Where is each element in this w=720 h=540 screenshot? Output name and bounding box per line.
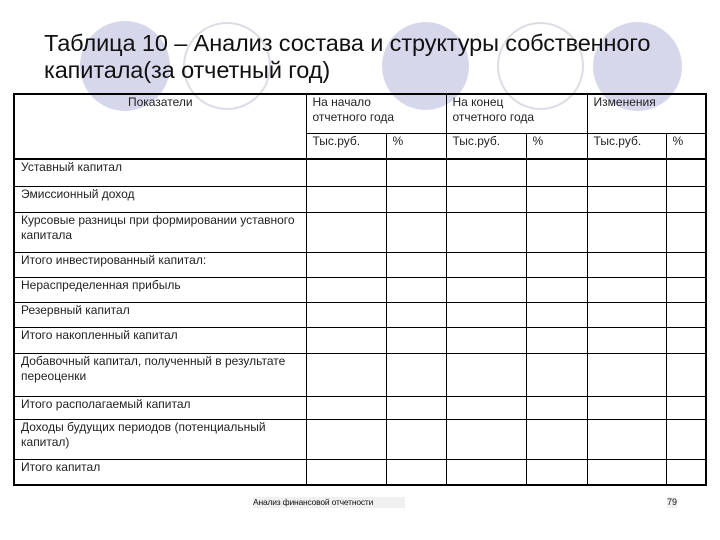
cell [386, 277, 446, 302]
cell [526, 302, 587, 327]
cell [666, 419, 706, 459]
cell [666, 396, 706, 419]
row-label: Нераспределенная прибыль [14, 277, 306, 302]
cell [587, 186, 666, 212]
table-row [14, 327, 706, 353]
row-label: Эмиссионный доход [14, 186, 306, 212]
header-row [14, 94, 706, 134]
row-label: Итого капитал [14, 459, 306, 485]
page-number: 79 [667, 497, 678, 507]
cell [666, 327, 706, 353]
cell [386, 186, 446, 212]
cell [306, 212, 386, 252]
cell [386, 212, 446, 252]
row-label: Уставный капитал [14, 159, 306, 186]
header-indicators: Показатели [14, 94, 306, 159]
header-start-of-year: На начало отчетного года [306, 94, 446, 134]
cell [446, 419, 526, 459]
table-row [14, 419, 706, 459]
subheader-thousand-rub: Тыс.руб. [446, 134, 526, 160]
cell [587, 252, 666, 277]
cell [446, 252, 526, 277]
cell [446, 459, 526, 485]
footer-source: Анализ финансовой отчетности [253, 497, 405, 508]
table-row [14, 459, 706, 485]
cell [446, 159, 526, 186]
cell [386, 459, 446, 485]
header-end-of-year: На конец отчетного года [446, 94, 587, 134]
cell [386, 419, 446, 459]
cell [666, 353, 706, 396]
cell [386, 353, 446, 396]
cell [526, 419, 587, 459]
cell [306, 277, 386, 302]
cell [306, 302, 386, 327]
row-label: Курсовые разницы при формировании уставного капитала [14, 212, 306, 252]
cell [526, 212, 587, 252]
table-row [14, 252, 706, 277]
subheader-percent: % [666, 134, 706, 160]
cell [526, 327, 587, 353]
table-row [14, 186, 706, 212]
table-row [14, 277, 706, 302]
cell [526, 186, 587, 212]
row-label: Резервный капитал [14, 302, 306, 327]
cell [666, 302, 706, 327]
cell [526, 396, 587, 419]
cell [446, 327, 526, 353]
cell [446, 396, 526, 419]
cell [306, 419, 386, 459]
table-row [14, 159, 706, 186]
cell [666, 212, 706, 252]
table-row [14, 396, 706, 419]
cell [526, 277, 587, 302]
capital-structure-table [13, 93, 707, 486]
subheader-thousand-rub: Тыс.руб. [587, 134, 666, 160]
cell [446, 186, 526, 212]
cell [386, 159, 446, 186]
cell [666, 252, 706, 277]
cell [666, 186, 706, 212]
cell [386, 327, 446, 353]
cell [587, 302, 666, 327]
cell [526, 252, 587, 277]
row-label: Итого накопленный капитал [14, 327, 306, 353]
table-row [14, 353, 706, 396]
row-label: Итого располагаемый капитал [14, 396, 306, 419]
cell [526, 159, 587, 186]
cell [587, 327, 666, 353]
cell [446, 277, 526, 302]
header-changes: Изменения [587, 94, 706, 134]
cell [306, 459, 386, 485]
cell [666, 277, 706, 302]
table-row [14, 212, 706, 252]
table-row [14, 302, 706, 327]
cell [587, 212, 666, 252]
cell [587, 396, 666, 419]
cell [306, 159, 386, 186]
cell [386, 252, 446, 277]
cell [446, 212, 526, 252]
subheader-percent: % [386, 134, 446, 160]
subheader-percent: % [526, 134, 587, 160]
cell [587, 159, 666, 186]
cell [587, 459, 666, 485]
cell [306, 252, 386, 277]
slide-title: Таблица 10 – Анализ состава и структуры собственного капитала(за отчетный год) [44, 30, 651, 83]
cell [526, 459, 587, 485]
row-label: Итого инвестированный капитал: [14, 252, 306, 277]
cell [386, 302, 446, 327]
cell [587, 353, 666, 396]
cell [666, 159, 706, 186]
row-label: Доходы будущих периодов (потенциальный капитал) [14, 419, 306, 459]
subheader-thousand-rub: Тыс.руб. [306, 134, 386, 160]
cell [446, 302, 526, 327]
cell [587, 277, 666, 302]
cell [386, 396, 446, 419]
cell [306, 186, 386, 212]
cell [526, 353, 587, 396]
cell [306, 353, 386, 396]
cell [446, 353, 526, 396]
cell [666, 459, 706, 485]
row-label: Добавочный капитал, полученный в результате переоценки [14, 353, 306, 396]
cell [306, 396, 386, 419]
cell [306, 327, 386, 353]
cell [587, 419, 666, 459]
